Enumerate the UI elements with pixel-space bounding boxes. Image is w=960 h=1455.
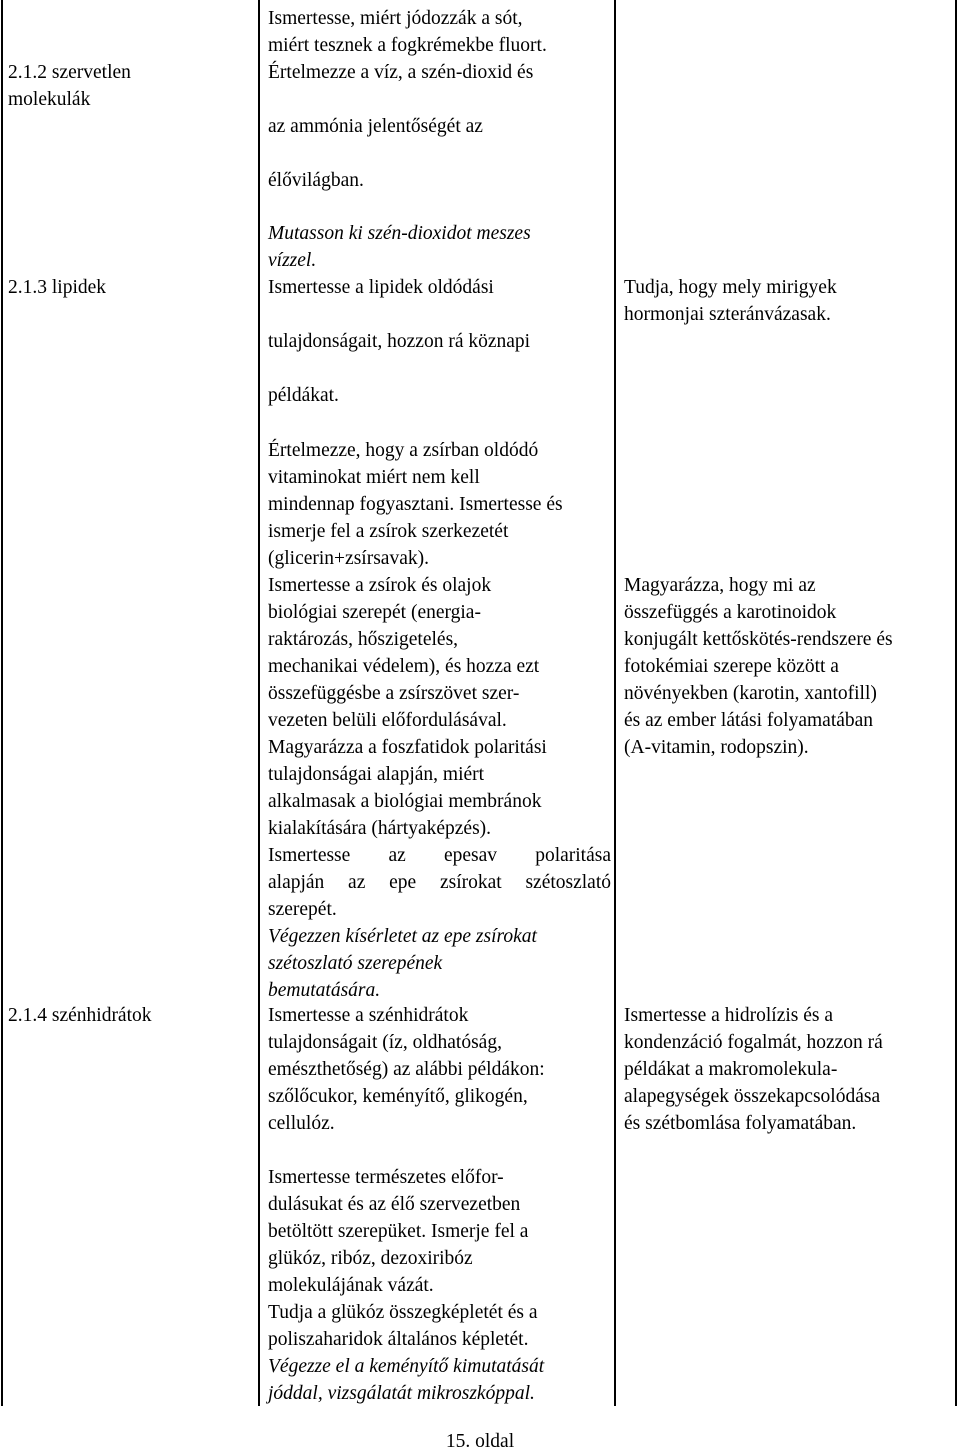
advanced-line: és szétbomlása folyamatában. [624, 1113, 857, 1134]
advanced-line: Magyarázza, hogy mi az [624, 575, 816, 596]
requirement-line: Ismertesse a zsírok és olajok [268, 575, 492, 596]
requirement-line: Magyarázza a foszfatidok polaritási [268, 737, 547, 758]
experiment-line: Végezzen kísérletet az epe zsírokat [268, 926, 537, 947]
requirement-line: Értelmezze a víz, a szén-dioxid és [268, 62, 534, 83]
requirement-line: példákat. [268, 385, 339, 406]
requirement-line: (glicerin+zsírsavak). [268, 548, 429, 569]
column-divider-1 [258, 0, 260, 1406]
advanced-line: Ismertesse a hidrolízis és a [624, 1005, 834, 1026]
page-number: 15. oldal [445, 1431, 515, 1452]
requirement-line: alapján az epe zsírokat szétoszlató [268, 872, 611, 893]
advanced-line: kondenzáció fogalmát, hozzon rá [624, 1032, 883, 1053]
column-divider-2 [614, 0, 616, 1406]
advanced-line: növényekben (karotin, xantofill) [624, 683, 877, 704]
requirement-line: tulajdonságait (íz, oldhatóság, [268, 1032, 502, 1053]
requirement-line: alkalmasak a biológiai membránok [268, 791, 542, 812]
topic-label: molekulák [8, 89, 91, 110]
requirement-line: szőlőcukor, keményítő, glikogén, [268, 1086, 528, 1107]
requirement-line: molekulájának vázát. [268, 1275, 434, 1296]
requirement-line: biológiai szerepét (energia- [268, 602, 481, 623]
requirement-line: cellulóz. [268, 1113, 335, 1134]
advanced-line: összefüggés a karotinoidok [624, 602, 837, 623]
requirement-line: vitaminokat miért nem kell [268, 467, 480, 488]
requirement-line: Tudja a glükóz összegképletét és a [268, 1302, 538, 1323]
requirement-line: emészthetőség) az alábbi példákon: [268, 1059, 545, 1080]
requirement-line: összefüggésbe a zsírszövet szer- [268, 683, 520, 704]
experiment-line: vízzel. [268, 250, 317, 271]
advanced-line: alapegységek összekapcsolódása [624, 1086, 881, 1107]
requirement-line: Ismertesse az epesav polaritása [268, 845, 611, 866]
topic-label: 2.1.2 szervetlen [8, 62, 131, 83]
requirement-line: Értelmezze, hogy a zsírban oldódó [268, 440, 539, 461]
requirement-line: szerepét. [268, 899, 337, 920]
experiment-line: Végezze el a keményítő kimutatását [268, 1356, 545, 1377]
requirement-line: mindennap fogyasztani. Ismertesse és [268, 494, 563, 515]
advanced-line: hormonjai szteránvázasak. [624, 304, 831, 325]
requirement-line: mechanikai védelem), és hozza ezt [268, 656, 540, 677]
requirement-line: kialakítására (hártyaképzés). [268, 818, 492, 839]
requirement-line: raktározás, hőszigetelés, [268, 629, 459, 650]
requirement-line: Ismertesse a szénhidrátok [268, 1005, 469, 1026]
advanced-line: példákat a makromolekula- [624, 1059, 838, 1080]
requirement-line: Ismertesse a lipidek oldódási [268, 277, 494, 298]
requirement-line: Ismertesse, miért jódozzák a sót, [268, 8, 523, 29]
table-left-border [1, 0, 3, 1406]
requirement-line: Ismertesse természetes előfor- [268, 1167, 504, 1188]
table-right-border [955, 0, 957, 1406]
advanced-line: (A-vitamin, rodopszin). [624, 737, 809, 758]
requirement-line: vezeten belüli előfordulásával. [268, 710, 507, 731]
requirement-line: glükóz, ribóz, dezoxiribóz [268, 1248, 473, 1269]
requirement-line: poliszaharidok általános képletét. [268, 1329, 529, 1350]
requirement-line: betöltött szerepüket. Ismerje fel a [268, 1221, 529, 1242]
advanced-line: Tudja, hogy mely mirigyek [624, 277, 837, 298]
requirement-line: az ammónia jelentőségét az [268, 116, 483, 137]
advanced-line: fotokémiai szerepe között a [624, 656, 839, 677]
requirement-line: dulásukat és az élő szervezetben [268, 1194, 521, 1215]
topic-label: 2.1.3 lipidek [8, 277, 107, 298]
advanced-line: konjugált kettőskötés-rendszere és [624, 629, 893, 650]
experiment-line: bemutatására. [268, 980, 381, 1001]
experiment-line: Mutasson ki szén-dioxidot meszes [268, 223, 531, 244]
requirement-line: tulajdonságait, hozzon rá köznapi [268, 331, 531, 352]
requirement-line: tulajdonságai alapján, miért [268, 764, 485, 785]
requirement-line: miért tesznek a fogkrémekbe fluort. [268, 35, 547, 56]
requirement-line: élővilágban. [268, 170, 364, 191]
experiment-line: szétoszlató szerepének [268, 953, 443, 974]
advanced-line: és az ember látási folyamatában [624, 710, 874, 731]
experiment-line: jóddal, vizsgálatát mikroszkóppal. [268, 1383, 535, 1404]
topic-label: 2.1.4 szénhidrátok [8, 1005, 152, 1026]
requirement-line: ismerje fel a zsírok szerkezetét [268, 521, 509, 542]
